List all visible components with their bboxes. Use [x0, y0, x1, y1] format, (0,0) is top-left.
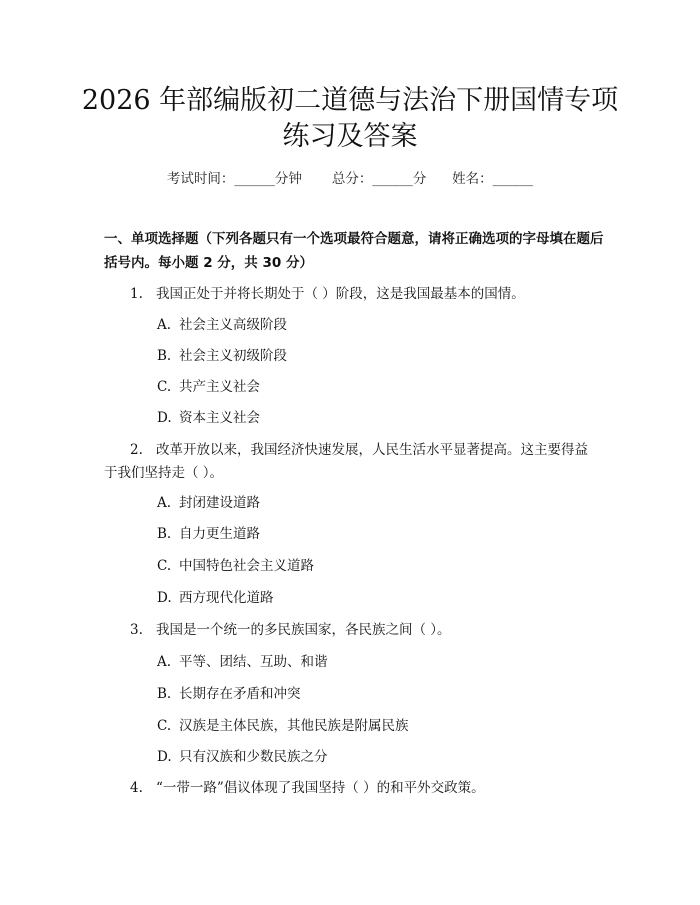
option-text: 资本主义社会 — [179, 410, 260, 426]
option-letter: C. — [157, 718, 172, 734]
question-text: “一带一路”倡议体现了我国坚持（ ）的和平外交政策。 — [156, 780, 485, 796]
question-3-option-b — [157, 682, 597, 706]
option-text: 长期存在矛盾和冲突 — [179, 686, 301, 702]
question-2-option-b — [157, 522, 597, 546]
question-number: 2. — [130, 442, 143, 458]
option-text: 汉族是主体民族，其他民族是附属民族 — [179, 718, 409, 734]
option-text: 封闭建设道路 — [179, 495, 260, 511]
question-2-continued — [104, 461, 604, 485]
question-2-option-c — [157, 554, 597, 578]
option-letter: B. — [157, 526, 172, 542]
option-letter: A. — [157, 654, 172, 670]
question-3 — [104, 618, 604, 642]
question-4 — [104, 776, 604, 800]
question-2 — [104, 438, 604, 462]
question-3-option-a — [157, 650, 597, 674]
document-title-line1: 2026 年部编版初二道德与法治下册国情专项 — [81, 85, 619, 116]
total-score-label: 总分：______分 — [331, 171, 427, 187]
option-text: 自力更生道路 — [179, 526, 260, 542]
option-letter: C. — [157, 379, 172, 395]
option-text: 平等、团结、互助、和谐 — [179, 654, 328, 670]
option-letter: D. — [157, 410, 172, 426]
question-3-option-d — [157, 745, 597, 769]
question-text-line2: 于我们坚持走（ ）。 — [104, 465, 224, 481]
question-number: 3. — [130, 622, 143, 638]
option-letter: B. — [157, 348, 172, 364]
option-text: 中国特色社会主义道路 — [179, 558, 314, 574]
option-text: 共产主义社会 — [179, 379, 260, 395]
question-3-option-c — [157, 714, 597, 738]
question-text: 我国正处于并将长期处于（ ）阶段，这是我国最基本的国情。 — [156, 286, 525, 302]
option-text: 只有汉族和少数民族之分 — [179, 749, 328, 765]
option-letter: D. — [157, 590, 172, 606]
question-1-option-b — [157, 344, 597, 368]
question-2-option-d — [157, 586, 597, 610]
question-1-option-d — [157, 406, 597, 430]
option-letter: C. — [157, 558, 172, 574]
option-letter: D. — [157, 749, 172, 765]
question-number: 1. — [130, 286, 143, 302]
option-letter: A. — [157, 495, 172, 511]
question-1 — [104, 282, 604, 306]
student-name-label: 姓名：______ — [452, 171, 534, 187]
option-letter: B. — [157, 686, 172, 702]
question-2-option-a — [157, 491, 597, 515]
question-1-option-a — [157, 313, 597, 337]
option-text: 社会主义高级阶段 — [179, 317, 287, 333]
option-text: 社会主义初级阶段 — [179, 348, 287, 364]
section-heading: 一、单项选择题（下列各题只有一个选项最符合题意，请将正确选项的字母填在题后括号内。每小题 2 分，共 30 分） — [104, 231, 604, 271]
question-number: 4. — [130, 780, 143, 796]
question-1-option-c — [157, 375, 597, 399]
exam-time-label: 考试时间：______分钟 — [166, 171, 302, 187]
question-text: 我国是一个统一的多民族国家，各民族之间（ ）。 — [156, 622, 451, 638]
exam-meta — [0, 167, 700, 187]
document-title-line2: 练习及答案 — [282, 121, 418, 152]
option-letter: A. — [157, 317, 172, 333]
question-text-line1: 改革开放以来，我国经济快速发展，人民生活水平显著提高。这主要得益 — [156, 442, 588, 458]
option-text: 西方现代化道路 — [179, 590, 274, 606]
